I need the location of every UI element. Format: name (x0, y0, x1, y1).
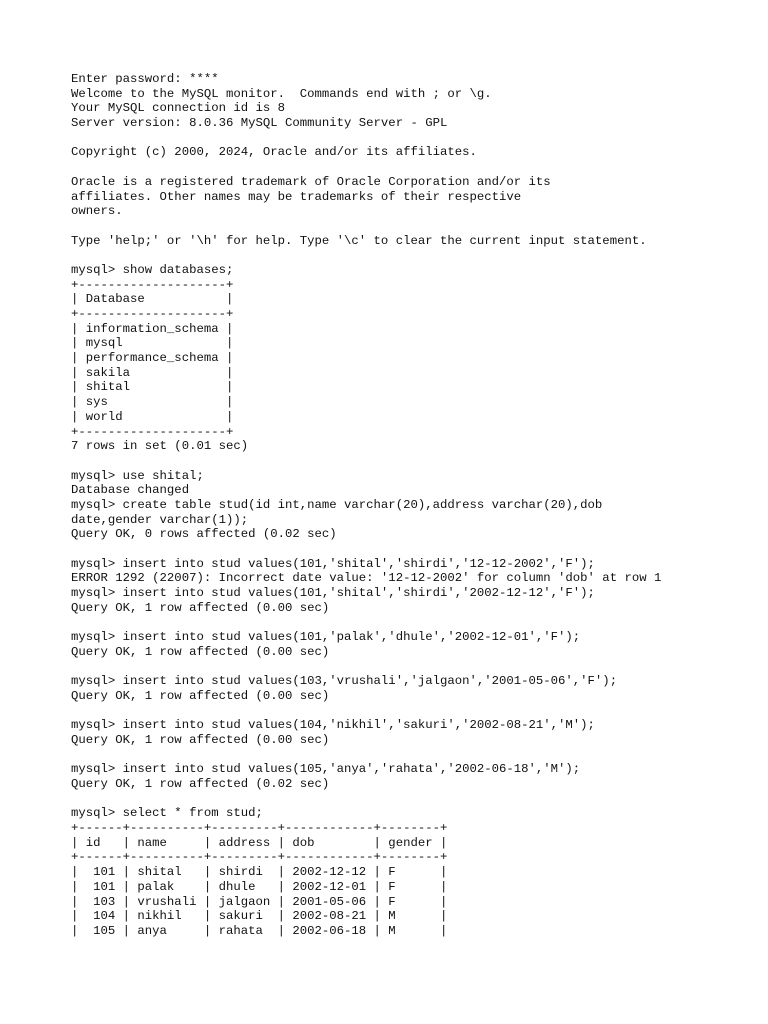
table-header-line: | Database | (71, 292, 234, 307)
blank-line (71, 248, 751, 263)
copyright-line: Copyright (c) 2000, 2024, Oracle and/or its affiliates. (71, 145, 477, 160)
command-line: mysql> select * from stud; (71, 806, 263, 821)
trademark-line: affiliates. Other names may be trademarks of their respective (71, 189, 522, 204)
table-row-line: | sys | (71, 395, 234, 410)
blank-line (71, 542, 751, 557)
blank-line (71, 660, 751, 675)
command-line: mysql> create table stud(id int,name varchar(20),address varchar(20),dob (71, 497, 603, 512)
table-row-line: | sakila | (71, 365, 234, 380)
table-row-line: | mysql | (71, 336, 234, 351)
blank-line (71, 748, 751, 763)
command-line: mysql> insert into stud values(101,'palak','dhule','2002-12-01','F'); (71, 630, 581, 645)
welcome-line: Welcome to the MySQL monitor. Commands end with ; or \g. (71, 86, 492, 101)
command-line: mysql> insert into stud values(101,'shital','shirdi','2002-12-12','F'); (71, 586, 595, 601)
table-border-line: +--------------------+ (71, 307, 234, 321)
server-version-line: Server version: 8.0.36 MySQL Community Server - GPL (71, 116, 448, 131)
trademark-line: owners. (71, 204, 123, 219)
output-line: Query OK, 1 row affected (0.00 sec) (71, 688, 330, 703)
table-row-line: | 104 | nikhil | sakuri | 2002-08-21 | M | (71, 909, 448, 924)
blank-line (71, 792, 751, 807)
table-row-line: | 101 | shital | shirdi | 2002-12-12 | F | (71, 865, 448, 880)
output-line: Query OK, 1 row affected (0.00 sec) (71, 732, 330, 747)
table-row-line: | 101 | palak | dhule | 2002-12-01 | F | (71, 879, 448, 894)
table-row-line: | 103 | vrushali | jalgaon | 2001-05-06 | F | (71, 894, 448, 909)
table-header-line: | id | name | address | dob | gender | (71, 835, 448, 850)
output-line: Database changed (71, 483, 190, 498)
command-continuation-line: date,gender varchar(1)); (71, 512, 249, 527)
output-line: Query OK, 1 row affected (0.00 sec) (71, 600, 330, 615)
table-border-line: +------+----------+---------+------------+--------+ (71, 821, 448, 836)
error-line: ERROR 1292 (22007): Incorrect date value: '12-12-2002' for column 'dob' at row 1 (71, 571, 662, 586)
connection-id-line: Your MySQL connection id is 8 (71, 101, 286, 116)
output-line: Query OK, 0 rows affected (0.02 sec) (71, 527, 337, 542)
output-line: Query OK, 1 row affected (0.02 sec) (71, 777, 330, 791)
blank-line (71, 615, 751, 630)
table-row-line: | information_schema | (71, 321, 234, 336)
command-line: mysql> insert into stud values(104,'nikhil','sakuri','2002-08-21','M'); (71, 718, 595, 733)
blank-line (71, 704, 751, 719)
command-line: mysql> insert into stud values(105,'anya','rahata','2002-06-18','M'); (71, 762, 581, 777)
blank-line (71, 131, 751, 146)
table-row-line: | shital | (71, 380, 234, 395)
result-summary-line: 7 rows in set (0.01 sec) (71, 439, 249, 454)
trademark-line: Oracle is a registered trademark of Oracle Corporation and/or its (71, 174, 551, 189)
command-line: mysql> insert into stud values(103,'vrushali','jalgaon','2001-05-06','F'); (71, 674, 618, 689)
help-hint-line: Type 'help;' or '\h' for help. Type '\c' to clear the current input statement. (71, 233, 647, 248)
table-border-line: +--------------------+ (71, 277, 234, 292)
command-line: mysql> use shital; (71, 468, 204, 483)
output-line: Query OK, 1 row affected (0.00 sec) (71, 644, 330, 659)
command-line: mysql> insert into stud values(101,'shital','shirdi','12-12-2002','F'); (71, 556, 595, 571)
password-prompt-line: Enter password: **** (71, 72, 219, 86)
command-line: mysql> show databases; (71, 262, 234, 277)
table-border-line: +--------------------+ (71, 424, 234, 439)
table-row-line: | world | (71, 409, 234, 424)
blank-line (71, 219, 751, 234)
table-row-line: | performance_schema | (71, 351, 234, 366)
table-border-line: +------+----------+---------+------------+--------+ (71, 850, 448, 865)
terminal-transcript (71, 72, 751, 939)
blank-line (71, 454, 751, 469)
table-row-line: | 105 | anya | rahata | 2002-06-18 | M | (71, 923, 448, 938)
blank-line (71, 160, 751, 175)
